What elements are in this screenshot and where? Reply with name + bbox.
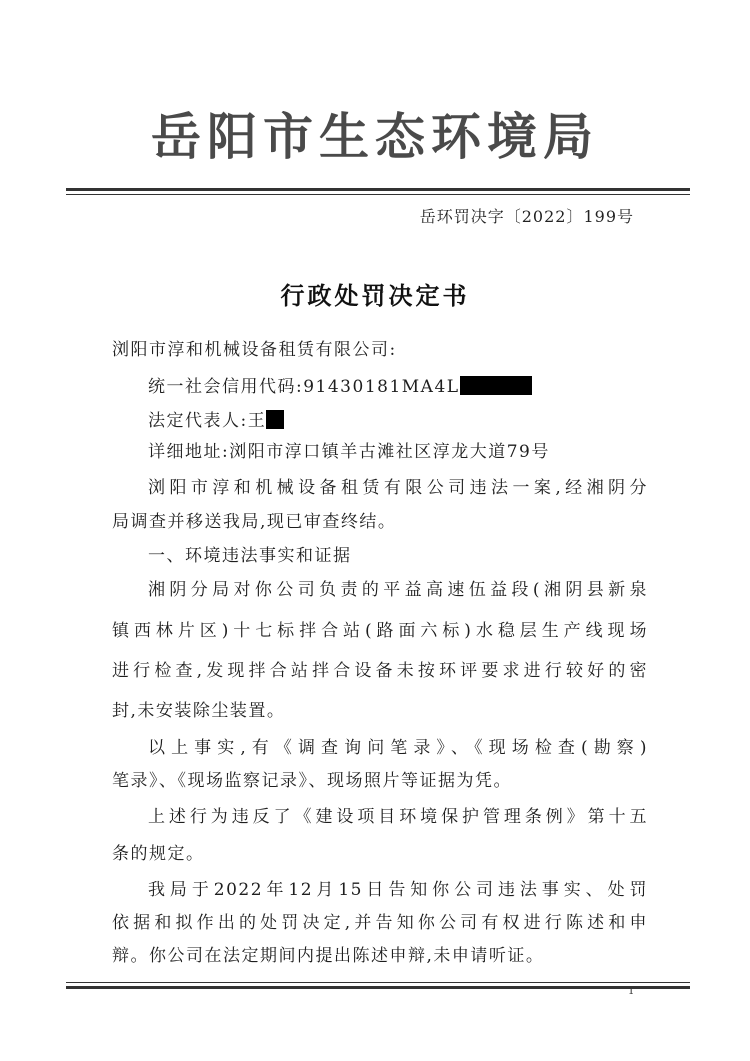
redaction-bar (460, 376, 532, 395)
address-label: 详细地址: (148, 442, 230, 462)
document-title: 行政处罚决定书 (280, 281, 470, 310)
body-line: 浏阳市淳和机械设备租赁有限公司违法一案,经湘阴分 (148, 478, 648, 498)
body-line: 依据和拟作出的处罚决定,并告知你公司有权进行陈述和申 (112, 913, 648, 933)
header-divider-thick (66, 188, 690, 191)
body-line: 进行检查,发现拌合站拌合设备未按环评要求进行较好的密 (112, 661, 648, 681)
body-line: 湘阴分局对你公司负责的平益高速伍益段(湘阴县新泉 (148, 580, 648, 600)
legal-rep-value: 王 (247, 411, 267, 431)
legal-rep-line (148, 410, 648, 430)
body-line: 笔录》、《现场监察记录》、现场照片等证据为凭。 (112, 771, 512, 791)
body-line: 条的规定。 (112, 844, 205, 864)
legal-rep-label: 法定代表人: (148, 411, 248, 431)
body-line: 以上事实,有《调查询问笔录》、《现场检查(勘察) (148, 738, 648, 758)
address-value: 浏阳市淳口镇羊古滩社区淳龙大道79号 (229, 442, 550, 462)
addressee: 浏阳市淳和机械设备租赁有限公司: (112, 340, 397, 360)
body-line: 镇西林片区)十七标拌合站(路面六标)水稳层生产线现场 (112, 621, 648, 641)
body-line: 上述行为违反了《建设项目环境保护管理条例》第十五 (148, 807, 648, 827)
footer-divider-thick (66, 986, 690, 989)
header-divider-thin (66, 194, 690, 195)
address-line (148, 444, 648, 461)
credit-code-label: 统一社会信用代码: (148, 377, 304, 397)
page-number: 1 (628, 986, 635, 997)
credit-code-value: 91430181MA4L (303, 377, 460, 397)
document-number: 岳环罚决字〔2022〕199号 (419, 207, 634, 226)
section-heading: 一、环境违法事实和证据 (148, 546, 352, 566)
footer-divider-thin (66, 982, 690, 983)
body-line: 局调查并移送我局,现已审查终结。 (112, 512, 397, 532)
body-line: 封,未安装除尘装置。 (112, 701, 286, 721)
credit-code-line (148, 376, 648, 396)
agency-letterhead: 岳阳市生态环境局 (151, 108, 599, 166)
body-line: 辩。你公司在法定期间内提出陈述申辩,未申请听证。 (112, 946, 545, 966)
redaction-bar (266, 410, 284, 429)
body-line: 我局于2022年12月15日告知你公司违法事实、处罚 (148, 880, 648, 900)
